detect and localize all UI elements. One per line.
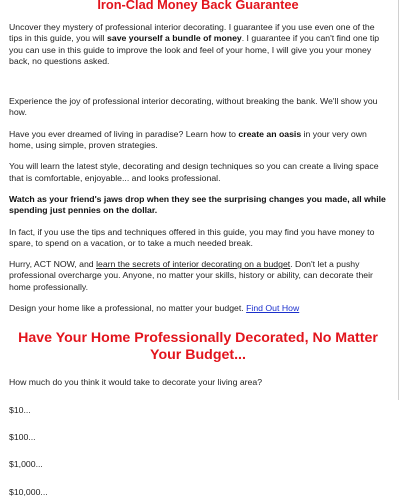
guarantee-text-end: . I guarantee if you can't find one tip you can use in this guide to improve the look and feel of your home, I will give you your money back, no questions asked. — [9, 33, 380, 66]
paradise-paragraph — [9, 129, 387, 152]
budget-heading: Have Your Home Professionally Decorated, No Matter Your Budget... — [18, 330, 378, 363]
design-paragraph — [9, 303, 387, 314]
guarantee-paragraph — [9, 22, 387, 67]
price-item: $10... — [9, 404, 31, 415]
paradise-text-start: Have you ever dreamed of living in paradise? Learn how to — [9, 128, 239, 139]
question-paragraph: How much do you think it would take to decorate your living area? — [9, 377, 263, 388]
guarantee-bold-text: save yourself a bundle of money — [107, 33, 242, 44]
guarantee-text-start: Uncover they mystery of professional interior decorating. I guarantee if you use even one of the tips in this guide, you will — [9, 22, 375, 44]
hurry-paragraph — [9, 259, 387, 293]
latest-style-paragraph: You will learn the latest style, decorating and design techniques so you can create a living space that is comfortable, enjoyable... and looks professional. — [9, 161, 379, 183]
jaws-bold-text: Watch as your friend's jaws drop when they see the surprising changes you made, all while spending just pennies on the dollar. — [9, 193, 386, 216]
hurry-text-start: Hurry, ACT NOW, and — [9, 259, 97, 270]
paradise-text-end: in your very own home, using simple, proven strategies. — [9, 128, 367, 151]
hurry-text-end: . Don't let a pushy professional overcharge you. Anyone, no matter your skills, history or ability, can decorate their home professionally. — [9, 259, 373, 292]
jaws-paragraph — [9, 194, 387, 217]
price-item: $1,000... — [9, 459, 43, 470]
hurry-underlined-text: learn the secrets of interior decorating on a budget — [96, 259, 291, 270]
price-item: $10,000... — [9, 486, 48, 497]
find-out-how-link[interactable]: Find Out How — [246, 303, 300, 314]
sales-page-content — [9, 0, 387, 498]
design-text: Design your home like a professional, no matter your budget. — [9, 303, 247, 314]
price-item: $100... — [9, 431, 36, 442]
experience-paragraph: Experience the joy of professional interior decorating, without breaking the bank. We'll show you how. — [9, 96, 378, 118]
guarantee-heading: Iron-Clad Money Back Guarantee — [97, 0, 299, 12]
money-spare-paragraph: In fact, if you use the tips and techniques offered in this guide, you may find you have money to spare, to spend on a vacation, or to take a much needed break. — [9, 226, 375, 248]
paradise-bold-text: create an oasis — [238, 128, 302, 139]
